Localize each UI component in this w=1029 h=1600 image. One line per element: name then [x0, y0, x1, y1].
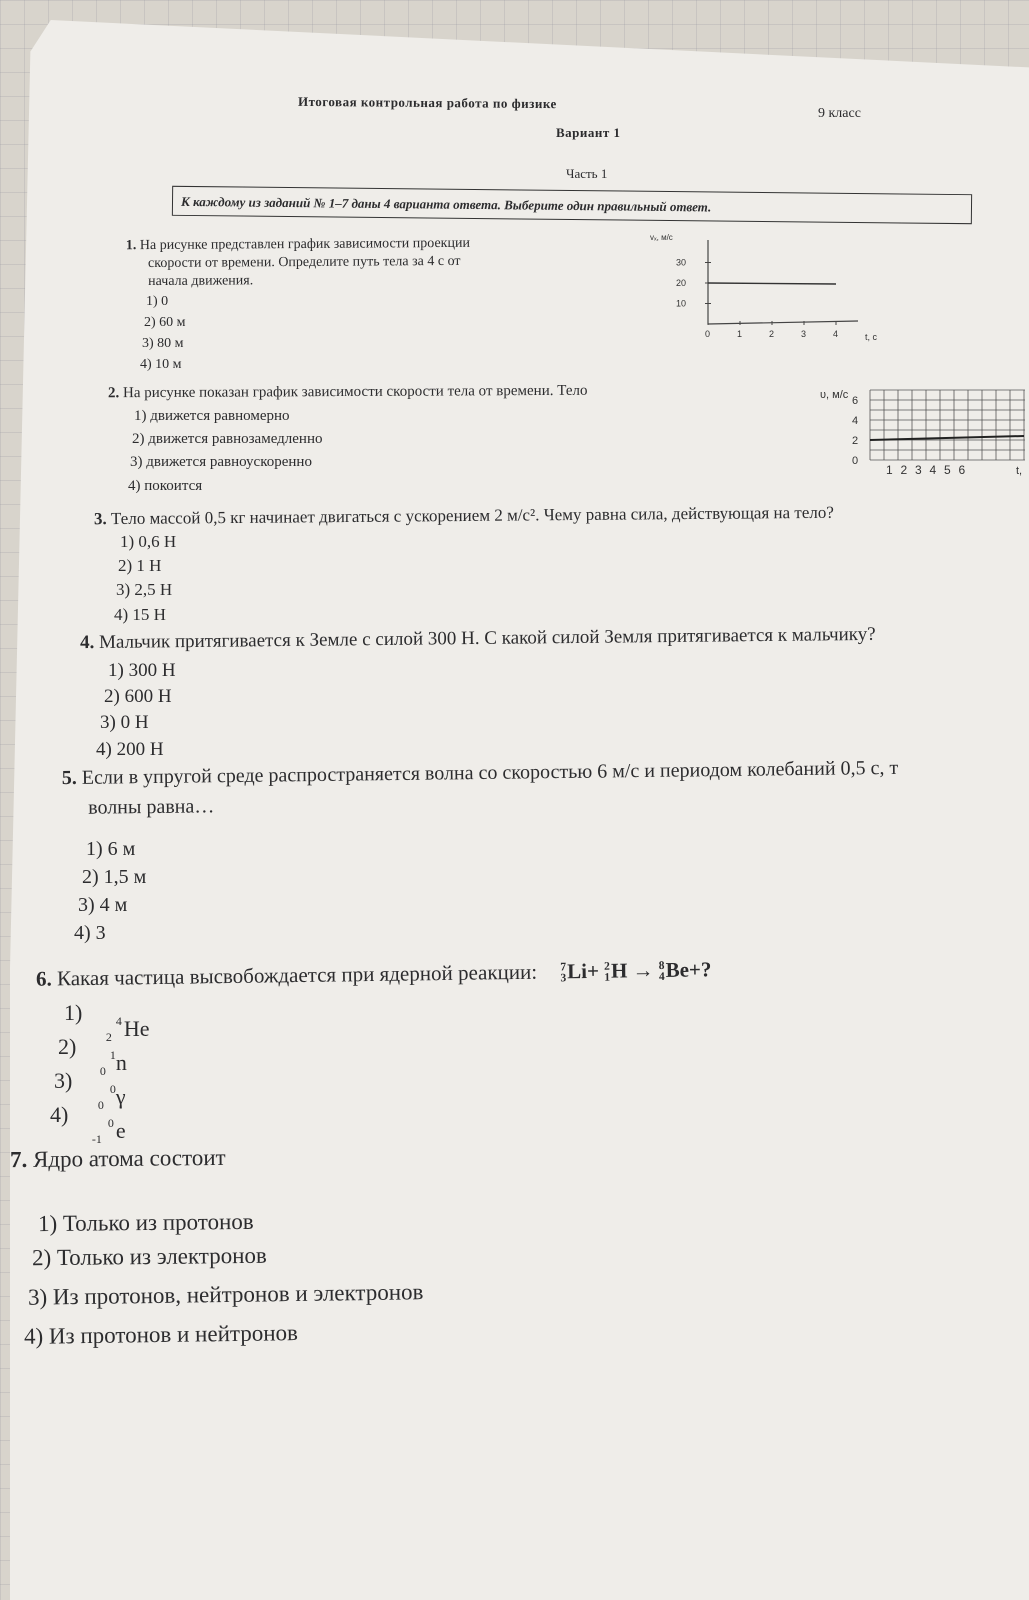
question-text: На рисунке показан график зависимости скорости тела от времени. Тело — [122, 382, 588, 402]
question-number: 7. — [9, 1146, 28, 1173]
y-axis-label: υ, м/с — [820, 389, 849, 401]
question-text: Если в упругой среде распространяется волна со скоростью 6 м/с и периодом колебаний 0,5 с, т — [81, 756, 899, 789]
answer-option: 1) Только из протонов — [37, 1208, 254, 1237]
answer-option: 2) Только из электронов — [31, 1242, 267, 1271]
x-tick-label: 2 — [900, 463, 908, 477]
question-text: Мальчик притягивается к Земле с силой 300 Н. С какой силой Земля притягивается к мальчику? — [98, 623, 876, 653]
nuclear-reaction: 7 3 Li+ 2 1 H → 8 4 Be+? — [560, 957, 712, 985]
answer-option: 1) 4 2 He — [64, 1000, 150, 1044]
question-text: Тело массой 0,5 кг начинает двигаться с ускорением 2 м/с². Чему равна сила, действующая на тело? — [110, 502, 834, 529]
question-number: 5. — [61, 766, 77, 790]
question-text: Какая частица высвобождается при ядерной реакции: — [56, 959, 538, 991]
y-tick-label: 30 — [676, 257, 687, 268]
x-tick-label: 0 — [705, 329, 711, 339]
velocity-graph-1 — [650, 232, 890, 357]
answer-option: 2) 600 Н — [104, 686, 172, 707]
answer-option: 3) 4 м — [78, 894, 128, 916]
y-tick-label: 0 — [852, 455, 859, 467]
series-line — [870, 436, 1024, 440]
x-tick-label: 3 — [915, 463, 922, 477]
question-2 — [108, 383, 588, 403]
answer-option: 1) 300 Н — [108, 660, 176, 681]
question-number: 6. — [35, 966, 52, 991]
answer-option: 1) 0,6 Н — [120, 532, 177, 551]
x-tick-label: 1 — [886, 463, 893, 477]
y-tick-label: 2 — [852, 435, 859, 447]
grade-label: 9 класс — [818, 106, 861, 121]
question-number: 4. — [79, 632, 95, 654]
x-tick-label: 5 — [944, 463, 951, 477]
answer-option: 4) 200 Н — [96, 739, 164, 760]
answer-option: 4) 0 -1 e — [50, 1102, 126, 1146]
question-text: волны равна… — [88, 795, 215, 819]
x-axis-label: t, c — [865, 332, 878, 342]
part-label: Часть 1 — [566, 166, 608, 181]
answer-option: 2) движется равнозамедленно — [132, 431, 323, 447]
question-1 — [126, 235, 470, 291]
y-tick-label: 6 — [852, 395, 859, 407]
question-number: 3. — [93, 509, 107, 529]
answer-option: 3) 2,5 Н — [116, 580, 173, 599]
answer-option: 4) 10 м — [140, 357, 182, 372]
answer-option: 3) 0 0 γ — [54, 1068, 126, 1112]
answer-option: 1) 6 м — [86, 838, 136, 860]
question-text: начала движения. — [148, 273, 254, 290]
question-text: Ядро атома состоит — [32, 1144, 226, 1172]
question-text: скорости от времени. Определите путь тела за 4 с от — [147, 253, 461, 272]
question-text: На рисунке представлен график зависимости проекции — [139, 235, 470, 254]
series-line — [708, 283, 836, 284]
question-5 — [62, 753, 899, 823]
page-title: Итоговая контрольная работа по физике — [297, 93, 557, 112]
x-tick-label: 6 — [958, 463, 966, 477]
x-tick-label: 4 — [833, 329, 839, 339]
answer-option: 2) 1,5 м — [82, 866, 147, 888]
answer-option: 1) движется равномерно — [134, 408, 290, 424]
answer-option: 3) 80 м — [142, 336, 184, 351]
x-tick-label: 1 — [737, 329, 743, 339]
question-number: 2. — [107, 385, 120, 402]
question-number: 1. — [125, 238, 137, 254]
y-tick-label: 4 — [852, 415, 859, 427]
answer-option: 3) движется равноускоренно — [130, 454, 312, 470]
y-tick-label: 20 — [676, 278, 687, 288]
y-tick-label: 10 — [676, 298, 687, 309]
answer-option: 4) 15 Н — [114, 605, 166, 624]
answer-option: 4) покоится — [128, 478, 203, 494]
answer-option: 3) Из протонов, нейтронов и электронов — [27, 1279, 424, 1310]
answer-option: 2) 60 м — [144, 315, 186, 330]
y-axis-label: vₓ, м/с — [650, 233, 673, 242]
answer-option: 4) Из протонов и нейтронов — [23, 1320, 299, 1349]
x-tick-label: 2 — [769, 329, 775, 339]
question-7 — [10, 1145, 226, 1173]
instruction-text: К каждому из заданий № 1–7 даны 4 варианта ответа. Выберите один правильный ответ. — [180, 193, 712, 215]
variant-label: Вариант 1 — [556, 125, 621, 140]
answer-option: 2) 1 0 n — [58, 1034, 127, 1078]
velocity-graph-2 — [820, 388, 1029, 488]
answer-option: 2) 1 Н — [118, 556, 162, 575]
answer-option: 3) 0 Н — [100, 712, 149, 733]
x-tick-label: 4 — [929, 463, 937, 477]
answer-option: 4) 3 — [74, 922, 106, 944]
x-axis-label: t, — [1016, 465, 1023, 477]
answer-option: 1) 0 — [146, 294, 169, 309]
x-tick-label: 3 — [801, 329, 807, 339]
